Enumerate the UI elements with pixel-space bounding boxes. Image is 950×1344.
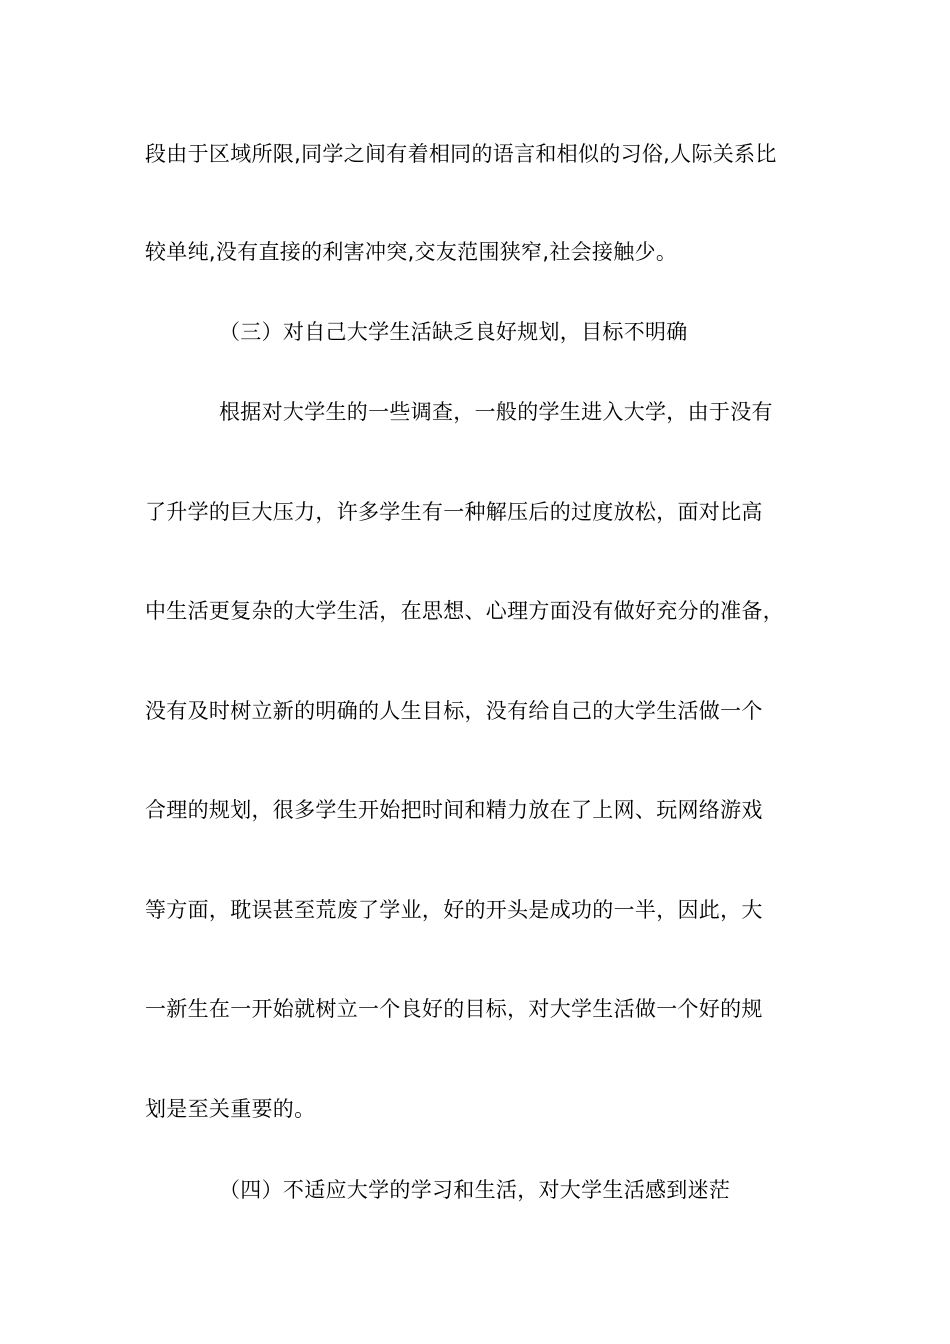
- paragraph-line: 较单纯,没有直接的利害冲突,交友范围狭窄,社会接触少。: [145, 240, 678, 264]
- paragraph-line: 根据对大学生的一些调查，一般的学生进入大学，由于没有: [219, 400, 773, 424]
- paragraph-line: 合理的规划，很多学生开始把时间和精力放在了上网、玩网络游戏: [145, 798, 763, 822]
- paragraph-line: 段由于区域所限,同学之间有着相同的语言和相似的习俗,人际关系比: [145, 142, 777, 166]
- paragraph-line: 了升学的巨大压力，许多学生有一种解压后的过度放松，面对比高: [145, 500, 763, 524]
- section-heading-3: （三）对自己大学生活缺乏良好规划，目标不明确: [219, 320, 688, 344]
- paragraph-line: 没有及时树立新的明确的人生目标，没有给自己的大学生活做一个: [145, 699, 763, 723]
- paragraph-line: 中生活更复杂的大学生活，在思想、心理方面没有做好充分的准备，: [145, 599, 784, 623]
- paragraph-line: 等方面，耽误甚至荒废了学业，好的开头是成功的一半，因此，大: [145, 898, 763, 922]
- paragraph-line: 一新生在一开始就树立一个良好的目标，对大学生活做一个好的规: [145, 997, 763, 1021]
- section-heading-4: （四）不适应大学的学习和生活，对大学生活感到迷茫: [219, 1178, 731, 1202]
- paragraph-line: 划是至关重要的。: [145, 1097, 316, 1121]
